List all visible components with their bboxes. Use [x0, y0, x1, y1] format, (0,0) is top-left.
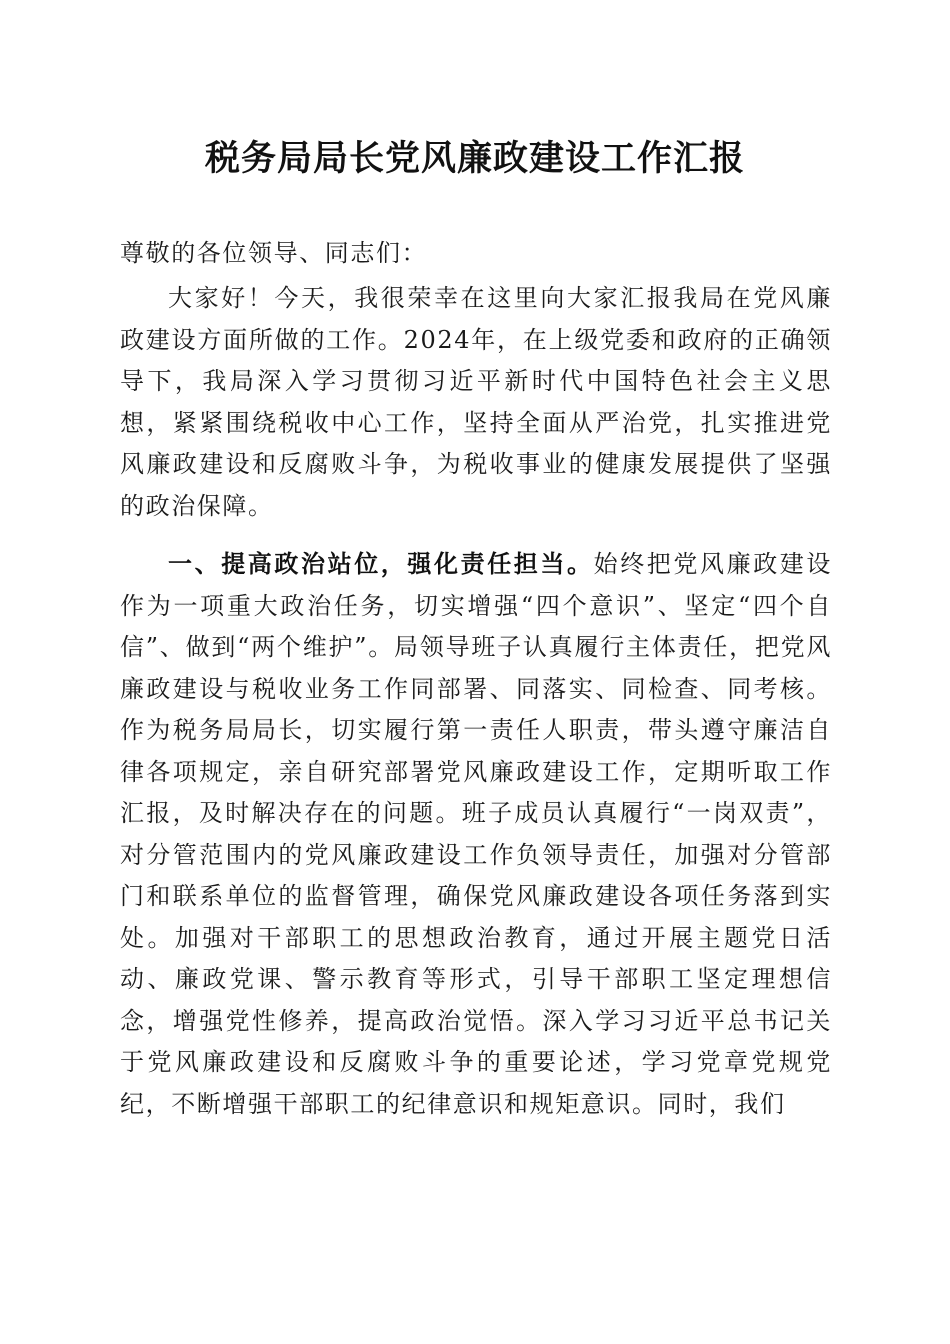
section-1-paragraph — [120, 544, 832, 1125]
document-title: 税务局局长党风廉政建设工作汇报 — [204, 138, 745, 179]
salutation: 尊敬的各位领导、同志们： — [120, 239, 428, 267]
intro-paragraph: 大家好！今天，我很荣幸在这里向大家汇报我局在党风廉政建设方面所做的工作。2024年，在上级党委和政府的正确领导下，我局深入学习贯彻习近平新时代中国特色社会主义思想，紧紧围绕税收中心工作，坚持全面从严治党，扎实推进党风廉政建设和反腐败斗争，为税收事业的健康发展提供了坚强的政治保障。 — [120, 284, 832, 520]
section-1-body: 始终把党风廉政建设作为一项重大政治任务，切实增强“四个意识”、坚定“四个自信”、做到“两个维护”。局领导班子认真履行主体责任，把党风廉政建设与税收业务工作同部署、同落实、同检查、同考核。作为税务局局长，切实履行第一责任人职责，带头遵守廉洁自律各项规定，亲自研究部署党风廉政建设工作，定期听取工作汇报，及时解决存在的问题。班子成员认真履行“一岗双责”，对分管范围内的党风廉政建设工作负领导责任，加强对分管部门和联系单位的监督管理，确保党风廉政建设各项任务落到实处。加强对干部职工的思想政治教育，通过开展主题党日活动、廉政党课、警示教育等形式，引导干部职工坚定理想信念，增强党性修养，提高政治觉悟。深入学习习近平总书记关于党风廉政建设和反腐败斗争的重要论述，学习党章党规党纪，不断增强干部职工的纪律意识和规矩意识。同时，我们 — [120, 550, 832, 1118]
section-1-heading: 一、提高政治站位，强化责任担当。 — [168, 550, 594, 578]
